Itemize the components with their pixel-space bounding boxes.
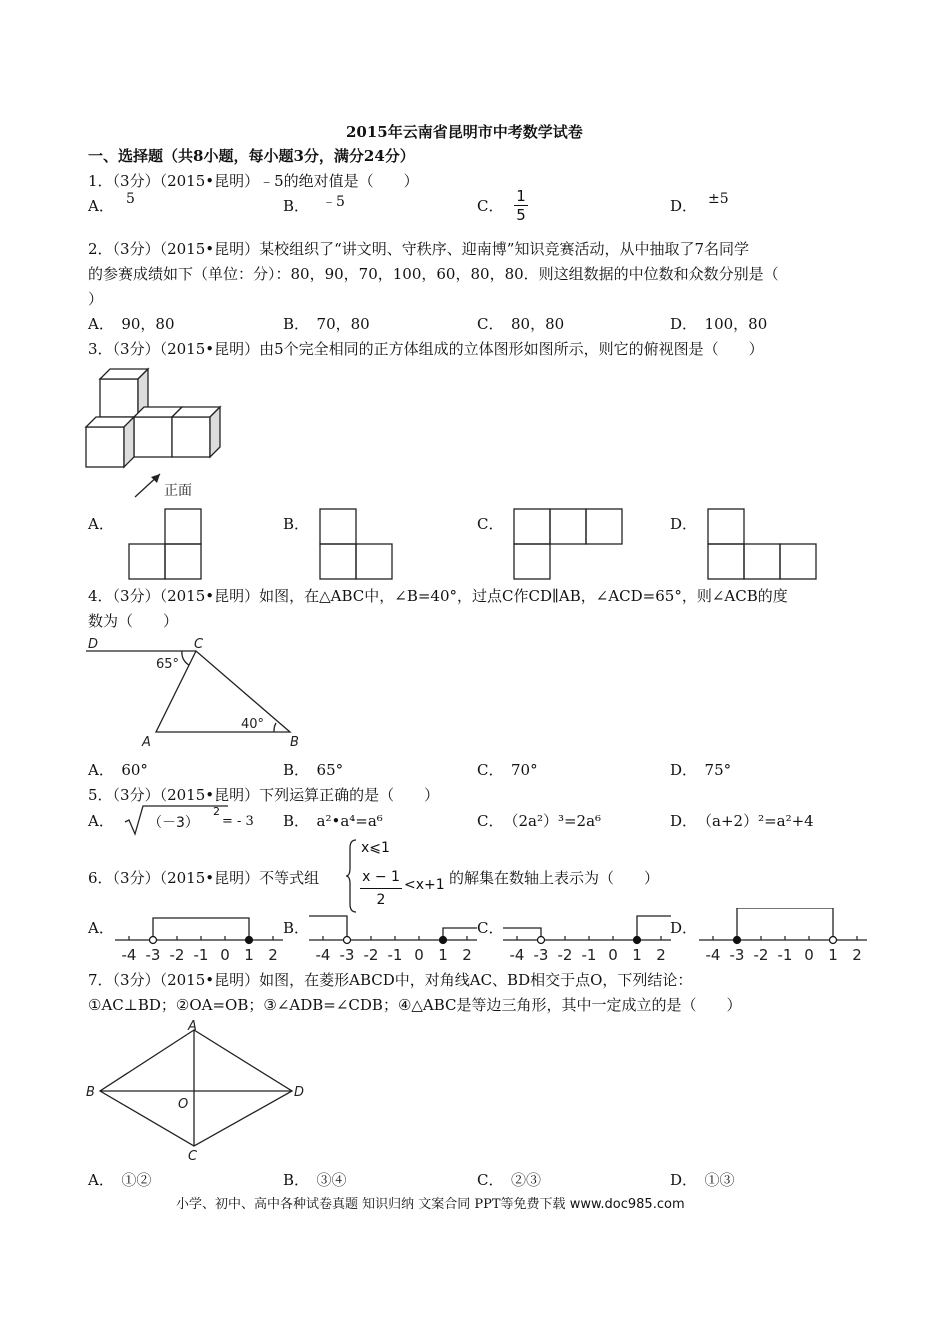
axis-tick-label: 2: [462, 946, 472, 964]
q3-cube-figure: [80, 364, 230, 500]
q2-opt-b: B． 70，80: [283, 315, 370, 333]
axis-tick-label: -4: [705, 946, 721, 964]
q4-opt-d: D． 75°: [670, 761, 732, 779]
q6-opt-c-label: C．: [477, 919, 504, 937]
axis-tick-label: 1: [438, 946, 448, 964]
q1-opt-d-label: D．: [670, 197, 698, 215]
q4-opt-c: C． 70°: [477, 761, 538, 779]
q7-label-b: B: [86, 1085, 95, 1100]
axis-tick-label: 0: [804, 946, 814, 964]
axis-tick-label: -4: [121, 946, 137, 964]
q5-opt-c: C． （2a²）³=2a⁶: [477, 812, 602, 830]
q7-label-c: C: [188, 1149, 198, 1163]
axis-tick-label: -2: [557, 946, 573, 964]
axis-tick-label: -4: [315, 946, 331, 964]
axis-tick-label: 2: [656, 946, 666, 964]
axis-tick-label: -2: [363, 946, 379, 964]
q4-label-c: C: [194, 637, 204, 652]
q3-opt-c-figure: [513, 508, 625, 580]
axis-tick-label: 0: [608, 946, 618, 964]
axis-tick-label: 0: [414, 946, 424, 964]
q7-opt-a: A． ①②: [88, 1171, 152, 1189]
q1-opt-a-label: A．: [88, 197, 114, 215]
open-point: [344, 937, 351, 944]
axis-tick-label: 1: [828, 946, 838, 964]
axis-tick-label: -3: [339, 946, 355, 964]
q6-opt-b-numberline: [309, 908, 479, 968]
q6-fraction-num: x − 1: [362, 869, 400, 885]
range-bracket-right: [637, 916, 671, 940]
q7-rhombus-figure: [82, 1018, 312, 1163]
axis-tick-label: 2: [852, 946, 862, 964]
q7-opt-b: B． ③④: [283, 1171, 347, 1189]
q1-stem: 1．（3分）（2015•昆明）﹣5的绝对值是（ ）: [88, 172, 419, 190]
q3-opt-b-figure: [319, 508, 395, 580]
footer-url[interactable]: www.doc985.com: [569, 1197, 685, 1212]
q1-opt-b-label: B．: [283, 197, 310, 215]
q5-opt-a-expr: （－3）: [148, 815, 199, 831]
axis-tick-label: -3: [533, 946, 549, 964]
q6-opt-a-label: A．: [88, 919, 114, 937]
axis-tick-label: -4: [509, 946, 525, 964]
page-title: 2015年云南省昆明市中考数学试卷: [346, 123, 583, 141]
q2-line2: 的参赛成绩如下（单位：分）：80，90，70，100，60，80，80．则这组数据的中位数和众数分别是（: [88, 265, 779, 283]
axis-tick-label: 1: [632, 946, 642, 964]
q4-label-d: D: [88, 637, 99, 652]
closed-point: [246, 937, 253, 944]
axis-tick-label: -3: [729, 946, 745, 964]
q3-opt-a-figure: [128, 508, 204, 580]
q4-line1: 4．（3分）（2015•昆明）如图，在△ABC中，∠B=40°，过点C作CD∥AB，∠ACD=65°，则∠ACB的度: [88, 587, 788, 605]
q4-line2: 数为（ ）: [88, 612, 179, 630]
q1-opt-a-value: 5: [126, 191, 135, 207]
q7-opt-d: D． ①③: [670, 1171, 735, 1189]
q3-front-label: 正面: [164, 483, 192, 499]
q3-stem: 3．（3分）（2015•昆明）由5个完全相同的正方体组成的立体图形如图所示，则它的俯视图是（ ）: [88, 340, 764, 358]
q5-opt-a-rhs: = - 3: [222, 814, 254, 829]
q1-fraction: [514, 187, 528, 224]
axis-tick-label: -1: [193, 946, 209, 964]
open-point: [830, 937, 837, 944]
q3-opt-d-figure: [707, 508, 819, 580]
q6-fraction: [360, 866, 402, 911]
open-point: [150, 937, 157, 944]
axis-tick-label: -1: [387, 946, 403, 964]
q2-line1: 2．（3分）（2015•昆明）某校组织了“讲文明、守秩序、迎南博”知识竞赛活动，从中抽取了7名同学: [88, 240, 749, 258]
q3-opt-a-label: A．: [88, 515, 114, 533]
q7-label-a: A: [188, 1019, 197, 1034]
range-bracket-right: [443, 928, 477, 940]
footer-text: 小学、初中、高中各种试卷真题 知识归纳 文案合同 PPT等免费下载: [176, 1197, 566, 1212]
axis-tick-label: 1: [244, 946, 254, 964]
q6-ineq1: x⩽1: [361, 840, 390, 856]
q4-opt-b: B． 65°: [283, 761, 344, 779]
q4-angle-b: 40°: [241, 717, 265, 732]
q4-angle-c: 65°: [156, 657, 180, 672]
closed-point: [440, 937, 447, 944]
q7-line2: ①AC⊥BD；②OA=OB；③∠ADB=∠CDB；④△ABC是等边三角形，其中一定成立的是（ ）: [88, 996, 742, 1014]
q4-label-b: B: [290, 735, 299, 750]
q6-opt-b-label: B．: [283, 919, 310, 937]
q6-fraction-den: 2: [360, 888, 402, 911]
range-bracket-left: [309, 916, 347, 940]
q6-opt-c-numberline: [503, 908, 673, 968]
q4-opt-a: A． 60°: [88, 761, 148, 779]
section-heading: 一、选择题（共8小题，每小题3分，满分24分）: [88, 147, 415, 165]
q5-opt-b: B． a²•a⁴=a⁶: [283, 812, 383, 830]
closed-point: [734, 937, 741, 944]
q1-opt-c-label: C．: [477, 197, 504, 215]
q7-opt-c: C． ②③: [477, 1171, 541, 1189]
axis-tick-label: -1: [777, 946, 793, 964]
q2-line3: ）: [88, 290, 104, 308]
q5-opt-a-label: A．: [88, 812, 114, 830]
axis-tick-label: -3: [145, 946, 161, 964]
q6-stem-pre: 6．（3分）（2015•昆明）不等式组: [88, 869, 320, 887]
q1-fraction-num: 1: [516, 187, 526, 205]
axis-tick-label: -2: [169, 946, 185, 964]
q6-opt-d-label: D．: [670, 919, 698, 937]
q2-opt-a: A． 90，80: [88, 315, 175, 333]
q1-fraction-den: 5: [514, 205, 528, 224]
q3-opt-c-label: C．: [477, 515, 504, 533]
range-bracket-left: [503, 928, 541, 940]
axis-tick-label: 2: [268, 946, 278, 964]
q3-opt-d-label: D．: [670, 515, 698, 533]
q6-opt-a-numberline: [115, 908, 285, 968]
q3-opt-b-label: B．: [283, 515, 310, 533]
q2-opt-d: D． 100，80: [670, 315, 768, 333]
closed-point: [634, 937, 641, 944]
q4-triangle-figure: [84, 634, 314, 752]
footer: [176, 1193, 685, 1212]
q7-label-d: D: [294, 1085, 305, 1100]
open-point: [538, 937, 545, 944]
q6-ineq2-rhs: <x+1: [404, 877, 445, 893]
q7-label-o: O: [178, 1097, 189, 1112]
q6-brace: [344, 838, 358, 914]
q5-opt-d: D． （a+2）²=a²+4: [670, 812, 814, 830]
q1-opt-b-value: ﹣5: [322, 194, 345, 210]
q6-stem-post: 的解集在数轴上表示为（ ）: [449, 869, 660, 887]
q7-line1: 7．（3分）（2015•昆明）如图，在菱形ABCD中，对角线AC、BD相交于点O，下列结论：: [88, 971, 693, 989]
q5-opt-a-exp: 2: [213, 805, 220, 818]
q4-label-a: A: [142, 735, 151, 750]
axis-tick-label: 0: [220, 946, 230, 964]
q2-opt-c: C． 80，80: [477, 315, 565, 333]
q6-opt-d-numberline: [699, 908, 869, 968]
axis-tick-label: -1: [581, 946, 597, 964]
axis-tick-label: -2: [753, 946, 769, 964]
q5-stem: 5．（3分）（2015•昆明）下列运算正确的是（ ）: [88, 786, 440, 804]
range-bracket: [737, 908, 833, 940]
q1-opt-d-value: ±5: [708, 191, 729, 207]
